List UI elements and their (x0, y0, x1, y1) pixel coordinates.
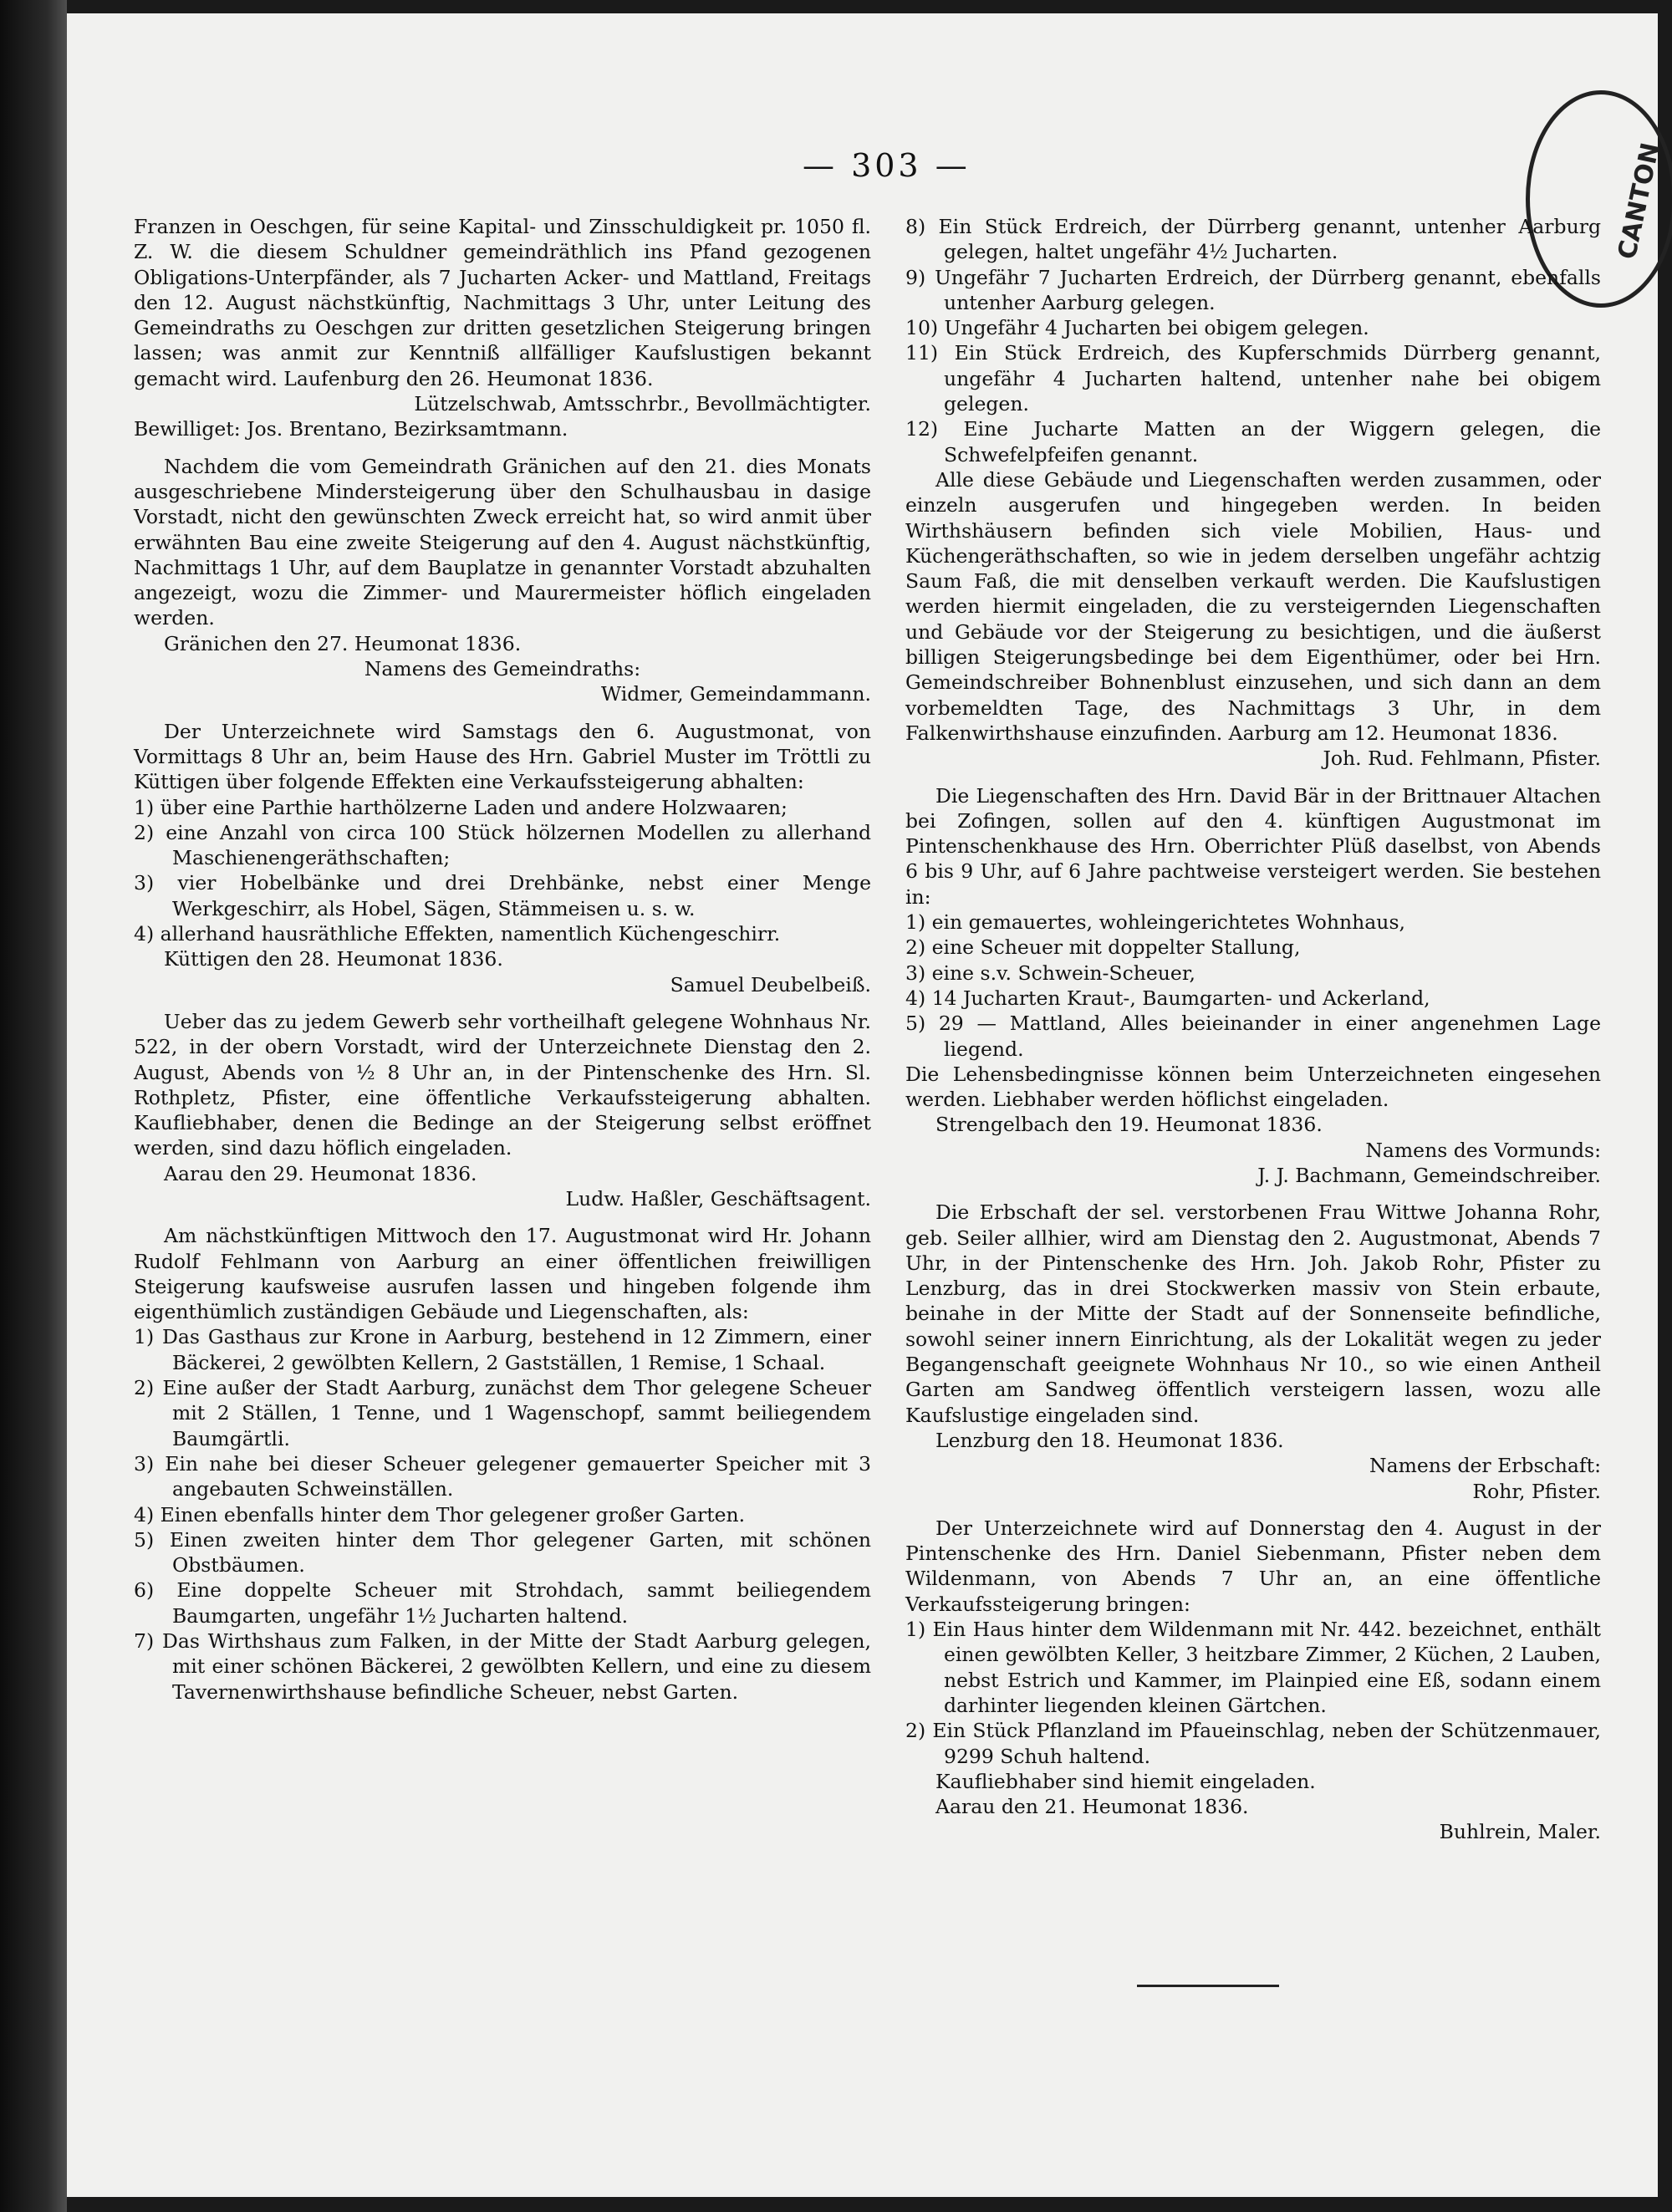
left-column (134, 214, 871, 1705)
announcement-lenzburg (905, 1200, 1601, 1504)
announcement-aarburg-continued (905, 214, 1601, 772)
announcement-text: Kaufliebhaber sind hiemit eingeladen. (935, 1769, 1316, 1793)
list-item: 2) eine Anzahl von circa 100 Stück hölzernen Modellen zu allerhand Maschienengeräthschaften; (134, 820, 871, 870)
list-item: 1) über eine Parthie harthölzerne Laden und andere Holzwaaren; (134, 795, 788, 819)
dateline: Gränichen den 27. Heumonat 1836. (164, 631, 522, 655)
list-item: 8) Ein Stück Erdreich, der Dürrberg genannt, untenher Aarburg gelegen, haltet ungefähr 4½ Jucharten. (905, 215, 1601, 264)
announcement-brittnau (905, 783, 1601, 1189)
list-item: 3) vier Hobelbänke und drei Drehbänke, nebst einer Menge Werkgeschirr, als Hobel, Sägen, Stämmeisen u. s. w. (134, 871, 871, 920)
dateline: Aarau den 21. Heumonat 1836. (935, 1795, 1249, 1819)
announcement-aarau-wildenmann (905, 1516, 1601, 1845)
announcement-text: Die Lehensbedingnisse können beim Unterzeichneten eingesehen werden. Liebhaber werden höflichst eingeladen. (905, 1062, 1601, 1112)
signature: Rohr, Pfister. (1472, 1479, 1601, 1503)
list-item: 2) eine Scheuer mit doppelter Stallung, (905, 935, 1301, 960)
signature: Buhlrein, Maler. (1439, 1820, 1601, 1844)
announcement-text: Am nächstkünftigen Mittwoch den 17. Augustmonat wird Hr. Johann Rudolf Fehlmann von Aarburg an einer öffentlichen freiwilligen Steigerung kaufsweise ausrufen lassen und hingeben folgende ihm eigenthümlich zuständigen Gebäude und Liegenschaften, als: (134, 1224, 871, 1324)
dateline: Aarau den 29. Heumonat 1836. (164, 1161, 477, 1185)
list-item: 12) Eine Jucharte Matten an der Wiggern gelegen, die Schwefelpfeifen genannt. (905, 417, 1601, 466)
list-item: 3) eine s.v. Schwein-Scheuer, (905, 961, 1195, 985)
binding-gutter (0, 0, 67, 2212)
end-rule (1137, 1985, 1279, 1987)
list-item: 2) Ein Stück Pflanzland im Pfaueinschlag, neben der Schützenmauer, 9299 Schuh haltend. (905, 1719, 1601, 1768)
announcement-text: Der Unterzeichnete wird auf Donnerstag den 4. August in der Pintenschenke des Hrn. Daniel Siebenmann, Pfister neben dem Wildenmann, von Abends 7 Uhr an, an eine öffentliche Verkaufssteigerung bringen: (905, 1516, 1601, 1616)
list-item: 10) Ungefähr 4 Jucharten bei obigem gelegen. (905, 316, 1369, 340)
announcement-graenichen (134, 454, 871, 707)
announcement-aarau-wohnhaus (134, 1009, 871, 1211)
signature-line: Namens des Gemeindraths: (364, 657, 641, 681)
list-item: 1) ein gemauertes, wohleingerichtetes Wohnhaus, (905, 910, 1405, 935)
signature: Joh. Rud. Fehlmann, Pfister. (1323, 747, 1601, 771)
document-page (67, 13, 1666, 2197)
list-item: 7) Das Wirthshaus zum Falken, in der Mitte der Stadt Aarburg gelegen, mit einer schönen Bäckerei, 2 gewölbten Kellern, und eine zu diesem Tavernenwirthshause befindliche Scheuer, nebst Garten. (134, 1629, 871, 1704)
dateline: Küttigen den 28. Heumonat 1836. (164, 947, 503, 971)
right-column (905, 214, 1601, 1845)
signature: J. J. Bachmann, Gemeindschreiber. (1257, 1163, 1601, 1187)
list-item: 1) Ein Haus hinter dem Wildenmann mit Nr. 442. bezeichnet, enthält einen gewölbten Keller, 3 heitzbare Zimmer, 2 Küchen, 2 Lauben, nebst Estrich und Kammer, im Plainpied eine Eß, sodann einem darhinter liegenden kleinen Gärtchen. (905, 1618, 1601, 1717)
list-item: 11) Ein Stück Erdreich, des Kupferschmids Dürrberg genannt, ungefähr 4 Jucharten haltend, untenher nahe bei obigem gelegen. (905, 341, 1601, 416)
dateline: Strengelbach den 19. Heumonat 1836. (935, 1113, 1323, 1137)
signature: Ludw. Haßler, Geschäftsagent. (565, 1186, 871, 1210)
dateline: Lenzburg den 18. Heumonat 1836. (935, 1428, 1284, 1452)
list-item: 4) allerhand hausräthliche Effekten, namentlich Küchengeschirr. (134, 922, 781, 946)
announcement-text: Die Liegenschaften des Hrn. David Bär in der Brittnauer Altachen bei Zofingen, sollen auf den 4. künftigen Augustmonat im Pintenschenkhause des Hrn. Oberrichter Plüß daselbst, von Abends 6 bis 9 Uhr, auf 6 Jahre pachtweise versteigert werden. Sie bestehen in: (905, 783, 1601, 909)
announcement-text: Nachdem die vom Gemeindrath Gränichen auf den 21. dies Monats ausgeschriebene Mindersteigerung über den Schulhausbau in dasige Vorstadt, nicht den gewünschten Zweck erreicht hat, so wird anmit über erwähnten Bau eine zweite Steigerung auf den 4. August nächstkünftig, Nachmittags 1 Uhr, auf dem Bauplatze in genannter Vorstadt abzuhalten angezeigt, wozu die Zimmer- und Maurermeister höflich eingeladen werden. (134, 454, 871, 630)
announcement-text: Der Unterzeichnete wird Samstags den 6. Augustmonat, von Vormittags 8 Uhr an, beim Hause des Hrn. Gabriel Muster im Tröttli zu Küttigen über folgende Effekten eine Verkaufssteigerung abhalten: (134, 719, 871, 794)
list-item: 5) Einen zweiten hinter dem Thor gelegener Garten, mit schönen Obstbäumen. (134, 1527, 871, 1577)
list-item: 4) 14 Jucharten Kraut-, Baumgarten- und Ackerland, (905, 986, 1430, 1010)
list-item: 3) Ein nahe bei dieser Scheuer gelegener gemauerter Speicher mit 3 angebauten Schweinställen. (134, 1451, 871, 1501)
signature: Widmer, Gemeindammann. (601, 682, 871, 706)
signature-line: Namens des Vormunds: (1365, 1138, 1601, 1162)
signature-line: Namens der Erbschaft: (1369, 1454, 1601, 1478)
announcement-kuettigen (134, 719, 871, 997)
announcement-oeschgen (134, 214, 871, 442)
announcement-text: Die Erbschaft der sel. verstorbenen Frau Wittwe Johanna Rohr, geb. Seiler allhier, wird am Dienstag den 2. Augustmonat, Abends 7 Uhr, in der Pintenschenke des Hrn. Joh. Jakob Rohr, Pfister zu Lenzburg, das in drei Stockwerken massiv von Stein erbaute, beinahe in der Mitte der Stadt auf der Sonnenseite befindliche, sowohl seiner innern Einrichtung, als der Lokalität wegen zu jeder Begangenschaft geeignete Wohnhaus Nr 10., so wie einen Antheil Garten am Sandweg öffentlich versteigern lassen, wozu alle Kaufslustige eingeladen sind. (905, 1200, 1601, 1427)
signature: Lützelschwab, Amtsschrbr., Bevollmächtigter. (414, 392, 871, 416)
announcement-text: Franzen in Oeschgen, für seine Kapital- und Zinsschuldigkeit pr. 1050 fl. Z. W. die diesem Schuldner gemeindräthlich ins Pfand gezogenen Obligations-Unterpfänder, als 7 Jucharten Acker- und Mattland, Freitags den 12. August nächstkünftig, Nachmittags 3 Uhr, unter Leitung des Gemeindraths zu Oeschgen zur dritten gesetzlichen Steigerung bringen lassen; was anmit zur Kenntniß allfälliger Kaufslustigen bekannt gemacht wird. Laufenburg den 26. Heumonat 1836. (134, 215, 871, 390)
signature: Samuel Deubelbeiß. (670, 972, 871, 996)
stamp-text: CANTON (1612, 140, 1666, 262)
list-item: 6) Eine doppelte Scheuer mit Strohdach, sammt beiliegendem Baumgarten, ungefähr 1½ Jucharten haltend. (134, 1578, 871, 1628)
approval: Bewilliget: Jos. Brentano, Bezirksamtmann. (134, 417, 568, 441)
announcement-aarburg (134, 1223, 871, 1705)
list-item: 5) 29 — Mattland, Alles beieinander in einer angenehmen Lage liegend. (905, 1012, 1601, 1061)
announcement-text: Ueber das zu jedem Gewerb sehr vortheilhaft gelegene Wohnhaus Nr. 522, in der obern Vorstadt, wird der Unterzeichnete Dienstag den 2. August, Abends von ½ 8 Uhr an, in der Pintenschenke des Hrn. Sl. Rothpletz, Pfister, eine öffentliche Verkaufssteigerung abhalten. Kaufliebhaber, denen die Bedinge an der Steigerung selbst eröffnet werden, sind dazu höflich eingeladen. (134, 1009, 871, 1160)
list-item: 4) Einen ebenfalls hinter dem Thor gelegener großer Garten. (134, 1502, 746, 1526)
list-item: 1) Das Gasthaus zur Krone in Aarburg, bestehend in 12 Zimmern, einer Bäckerei, 2 gewölbten Kellern, 2 Gastställen, 1 Remise, 1 Schaal. (134, 1325, 871, 1374)
list-item: 9) Ungefähr 7 Jucharten Erdreich, der Dürrberg genannt, ebenfalls untenher Aarburg gelegen. (905, 265, 1601, 314)
page-number: — 303 — (803, 147, 971, 184)
list-item: 2) Eine außer der Stadt Aarburg, zunächst dem Thor gelegene Scheuer mit 2 Ställen, 1 Tenne, und 1 Wagenschopf, sammt beiliegendem Baumgärtli. (134, 1376, 871, 1450)
announcement-text: Alle diese Gebäude und Liegenschaften werden zusammen, oder einzeln ausgerufen und hingegeben werden. In beiden Wirthshäusern befinden sich viele Mobilien, Haus- und Küchengeräthschaften, so wie in jedem derselben ungefähr achtzig Saum Faß, die mit denselben verkauft werden. Die Kaufslustigen werden hiermit eingeladen, die zu versteigernden Liegenschaften und Gebäude vor der Steigerung zu besichtigen, und die äußerst billigen Steigerungsbedinge bei dem Eigenthümer, oder bei Hrn. Gemeindschreiber Bohnenblust einzusehen, und sich dann an dem vorbemeldten Tage, des Nachmittags 3 Uhr, in dem Falkenwirthshause einzufinden. Aarburg am 12. Heumonat 1836. (905, 467, 1601, 745)
